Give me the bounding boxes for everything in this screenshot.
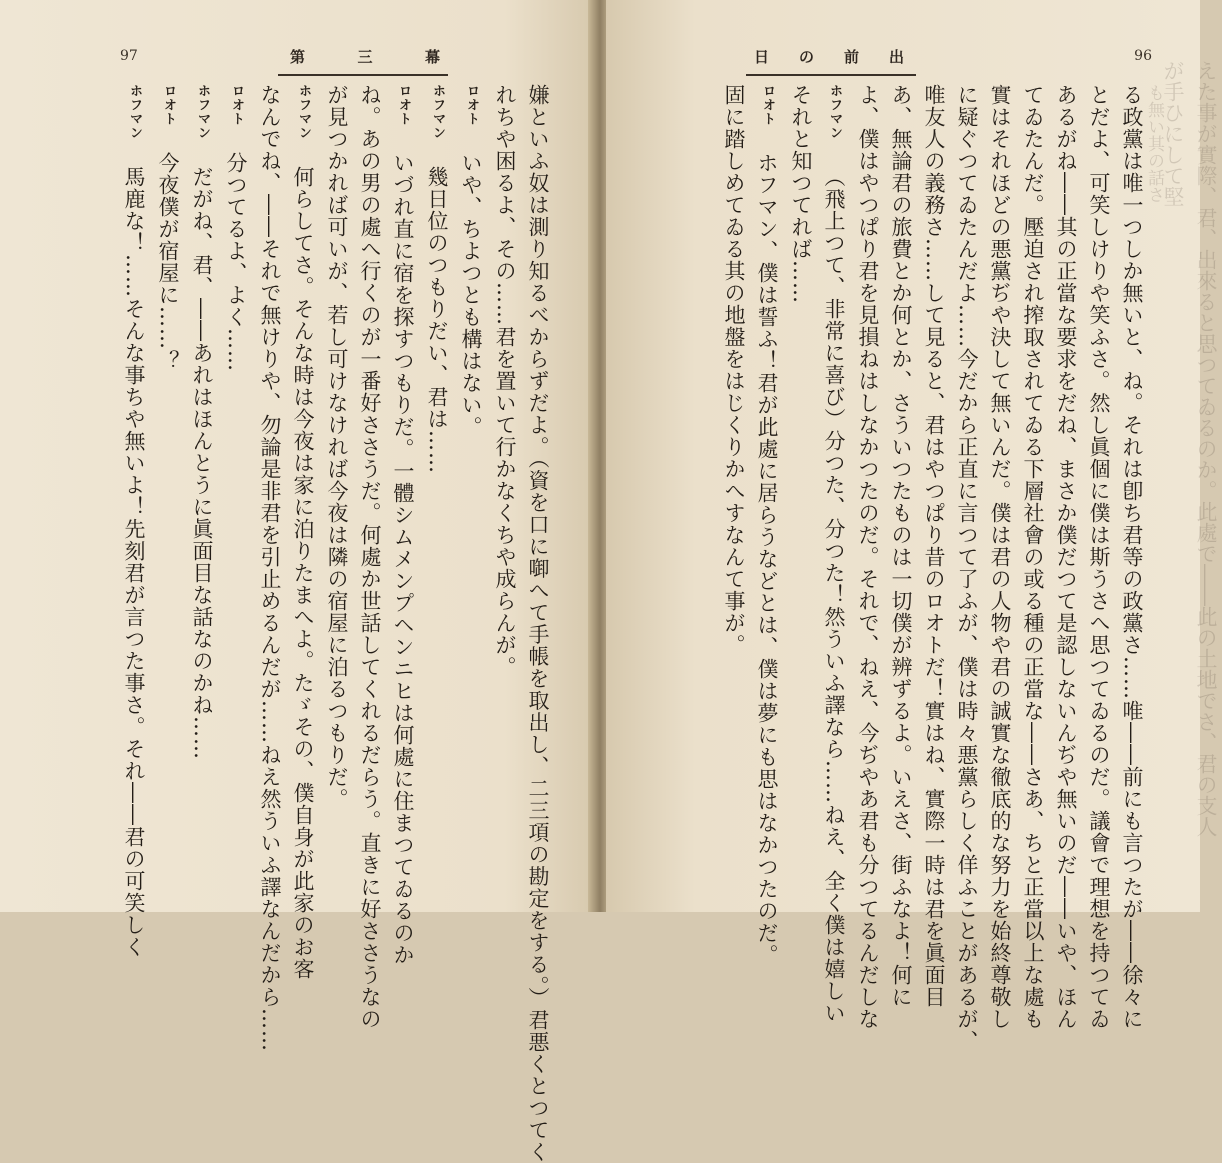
header-rule (746, 74, 916, 76)
text-line (386, 84, 420, 966)
dialogue-text: なんでね、――それで無けりや、勿論是非君を引止めるんだが……ねえ然ういふ譯なんだから…… (258, 84, 282, 1052)
text-line (851, 84, 884, 1030)
dialogue-text: （飛上つて、非常に喜び）分つた、分つた！然ういふ譯なら……ねえ、全く僕は嬉しい (822, 166, 846, 1024)
dialogue-text: 幾日位のつもりだい、君は…… (425, 166, 449, 474)
dialogue-text: とだよ、可笑しけりや笑ふさ。然し眞個に僕は斯うさへ思つてゐるのだ。議會で理想を持つてゐ (1087, 84, 1111, 1030)
text-line (117, 84, 151, 958)
text-line (320, 84, 353, 884)
body-text (24, 84, 554, 1163)
text-line (521, 84, 554, 1163)
dialogue-text: だがね、君、――あれはほんとうに眞面目な話なのかね…… (190, 166, 214, 760)
text-line (286, 84, 320, 980)
running-head-char: 第 (290, 48, 306, 66)
text-line (1082, 84, 1115, 1030)
speaker-name: ホフマン (827, 84, 842, 140)
bleed-through-text: えた事が實際、君、出來ると思つてゐるのか。此處で――此の土地でさ、君の支人が手ひにして堅 (1161, 60, 1218, 837)
dialogue-text: てゐたんだ。壓迫され搾取されてゐる下層社會の或る種の正當な――さあ、ちと正當以上な處も (1021, 84, 1045, 1030)
text-line (353, 84, 386, 1030)
text-line (983, 84, 1016, 1030)
speaker-name: ホフマン (296, 84, 311, 140)
running-head-char: 出 (888, 48, 904, 66)
body-text (628, 84, 1148, 1052)
page-number: 97 (120, 48, 138, 64)
text-line (185, 84, 219, 884)
dialogue-text: あるがね――其の正當な要求をだね、まさか僕だつて是認しないんぢや無いのだ――いや、ほん (1054, 84, 1078, 1030)
text-line (750, 84, 784, 966)
text-line (784, 84, 817, 884)
speaker-name: ロオト (229, 84, 244, 126)
dialogue-text: 何らしてさ。そんな時は今夜は家に泊りたまへよ。たゞその、僕自身が此家のお客 (291, 166, 315, 980)
dialogue-text: いづれ直に宿を探すつもりだ。一體シムメンプヘンニヒは何處に住まつてゐるのか (391, 152, 415, 966)
dialogue-text: が見つかれば可いが、若し可けなければ今夜は隣の宿屋に泊るつもりだ。 (325, 84, 349, 810)
dialogue-text: あ、無論君の旅費とか何とか、さういつたものは一切僕が辨ずるよ。いえさ、街ふなよ！何に (889, 84, 913, 1008)
text-line (253, 84, 286, 1052)
page-number: 96 (1134, 48, 1152, 64)
right-page (606, 0, 1218, 1052)
text-line (488, 84, 521, 884)
text-line (219, 84, 253, 884)
dialogue-text: いや、ちよつとも構はない。 (459, 152, 483, 438)
speaker-name: ホフマン (195, 84, 210, 140)
speaker-name: ロオト (760, 84, 775, 126)
dialogue-text: 馬鹿な！……そんな事ちや無いよ！先刻君が言つた事さ。それ――君の可笑しく (122, 166, 146, 958)
speaker-name: ロオト (161, 84, 176, 126)
bleed-through-text: も無い其の話さ (1144, 84, 1164, 203)
text-line (717, 84, 750, 884)
running-head (290, 46, 440, 67)
speaker-name: ロオト (464, 84, 479, 126)
text-line (454, 84, 488, 884)
dialogue-text: に疑ぐつてゐたんだよ……今だから正直に言つて了ふが、僕は時々悪黨らしく佯ふことがあるが、 (955, 84, 979, 1052)
text-line (1016, 84, 1049, 1030)
speaker-name: ホフマン (127, 84, 142, 140)
dialogue-text: る政黨は唯一つしか無いと、ね。それは卽ち君等の政黨さ……唯――前にも言つたが――徐々に (1120, 84, 1144, 1030)
dialogue-text: よ、僕はやつぱり君を見損ねはしなかつたのだ。それで、ねえ、今ぢやあ君も分つてるんだしな (856, 84, 880, 1030)
dialogue-text: それと知つてれば…… (789, 84, 813, 304)
dialogue-text: れちや困るよ、その……君を置いて行かなくちや成らんが。 (493, 84, 517, 678)
text-line (1049, 84, 1082, 1030)
running-head-char: 三 (357, 48, 373, 66)
text-line (950, 84, 983, 1052)
running-head-char: 前 (843, 48, 859, 66)
text-line (884, 84, 917, 1008)
speaker-name: ロオト (396, 84, 411, 126)
text-line (817, 84, 851, 1024)
dialogue-text: ホフマン、僕は誓ふ！君が此處に居らうなどとは、僕は夢にも思はなかつたのだ。 (755, 152, 779, 966)
running-head-char: 日 (754, 48, 770, 66)
text-line (917, 84, 950, 1008)
text-line (151, 84, 185, 884)
running-head (754, 46, 904, 67)
dialogue-text: ね。あの男の處へ行くのが一番好ささうだ。何處か世話してくれるだらう。直きに好ささうなの (358, 84, 382, 1030)
text-line (420, 84, 454, 884)
left-page (0, 0, 594, 1163)
running-head-char: の (798, 48, 814, 66)
dialogue-text: 今夜僕が宿屋に……？ (156, 152, 180, 372)
dialogue-text: 分つてるよ、よく…… (224, 152, 248, 372)
dialogue-text: 固に踏しめてゐる其の地盤をはじくりかへすなんて事が。 (722, 84, 746, 656)
header-rule (278, 74, 448, 76)
text-line (1115, 84, 1148, 1030)
running-head-char: 幕 (424, 48, 440, 66)
dialogue-text: 唯友人の義務さ……して見ると、君はやつぱり昔のロオトだ！實はね、實際一時は君を眞面目 (922, 84, 946, 1008)
dialogue-text: 實はそれほどの悪黨ぢや決して無いんだ。僕は君の人物や君の誠實な徹底的な努力を始終尊敬し (988, 84, 1012, 1030)
speaker-name: ホフマン (430, 84, 445, 140)
dialogue-text: 嫌といふ奴は測り知るべからずだよ。（資を口に啣へて手帳を取出し、二三項の勘定をする。）君悪くとつてく (526, 84, 550, 1163)
